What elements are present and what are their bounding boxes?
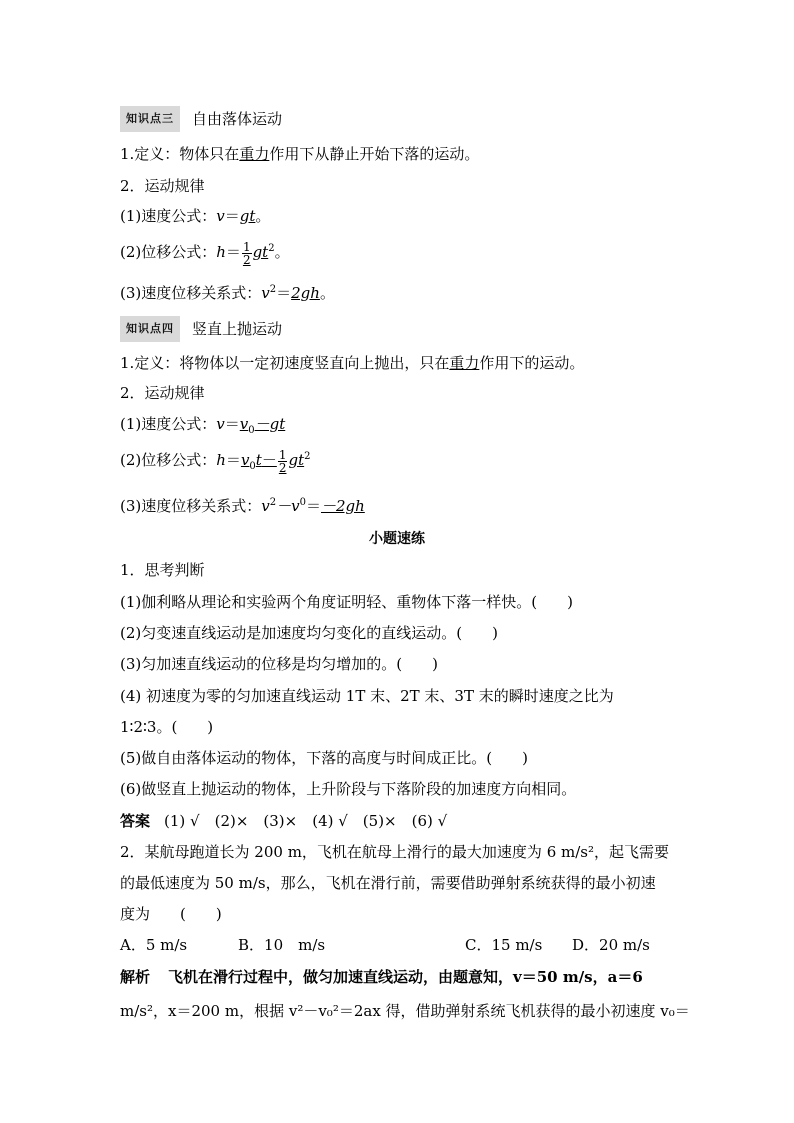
- underlined-answer: 重力: [239, 145, 270, 163]
- question-2-text: 的最低速度为 50 m/s，那么，飞机在滑行前，需要借助弹射系统获得的最小初速: [120, 874, 656, 892]
- formula-displacement: (2)位移公式：$h=v_0t-$ $\frac{1}{2}$ $gt^2$: [120, 447, 311, 475]
- section-badge: 知识点四: [120, 316, 180, 342]
- underlined-answer: 2gh: [291, 284, 320, 302]
- answer-line: [120, 810, 447, 832]
- option-a: A．5 m/s: [120, 936, 188, 954]
- judge-item: 1∶2∶3。( ): [120, 718, 214, 736]
- option-d: D．20 m/s: [572, 936, 650, 954]
- question-1-title: 1．思考判断: [120, 561, 205, 579]
- definition-line: 1.定义：将物体以一定初速度竖直向上抛出，只在重力作用下的运动。: [120, 354, 585, 372]
- underlined-answer: $v_0-gt$: [239, 415, 286, 436]
- question-2-text: 2．某航母跑道长为 200 m，飞机在航母上滑行的最大加速度为 6 m/s²，起飞需要: [120, 843, 670, 861]
- underlined-answer: －2gh: [320, 497, 365, 515]
- formula-velocity: (1)速度公式：$v=v_0-gt$: [120, 415, 286, 436]
- analysis-line: 解析 飞机在滑行过程中，做匀加速直线运动，由题意知，v＝50 m/s，a＝6: [120, 968, 643, 986]
- analysis-label: 解析: [120, 968, 151, 986]
- judge-item: (6)做竖直上抛运动的物体，上升阶段与下落阶段的加速度方向相同。: [120, 780, 577, 798]
- section-title: 自由落体运动: [192, 110, 283, 128]
- question-2-text: 度为 ( ): [120, 905, 222, 923]
- underlined-answer: 重力: [449, 354, 480, 372]
- fraction: $\frac{1}{2}$: [278, 447, 287, 475]
- judge-item: (5)做自由落体运动的物体，下落的高度与时间成正比。( ): [120, 749, 528, 767]
- answer-label: 答案: [120, 812, 151, 830]
- formula-displacement: (2)位移公式：h＝ $\frac{1}{2}$ $gt^2$。: [120, 239, 290, 267]
- underlined-answer: gt: [239, 207, 256, 225]
- formula-velocity-displacement: (3)速度位移关系式：$v^2-v^0=-2gh$: [120, 497, 365, 515]
- section-badge: 知识点三: [120, 106, 180, 132]
- section-header-3: [120, 106, 282, 132]
- option-b: B．10 m/s: [238, 936, 326, 954]
- section-title: 竖直上抛运动: [192, 320, 283, 338]
- option-c: C．15 m/s: [465, 936, 543, 954]
- judge-item: (4) 初速度为零的匀加速直线运动 1T 末、2T 末、3T 末的瞬时速度之比为: [120, 687, 614, 705]
- fraction: $\frac{1}{2}$: [242, 239, 251, 267]
- answer-values: (1) √ (2)× (3)× (4) √ (5)× (6) √: [164, 812, 448, 830]
- formula-velocity: (1)速度公式：v＝gt。: [120, 207, 271, 225]
- judge-item: (2)匀变速直线运动是加速度均匀变化的直线运动。( ): [120, 624, 498, 642]
- rule-title: 2．运动规律: [120, 177, 205, 195]
- underlined-answer: $v_0t-$: [240, 451, 277, 472]
- analysis-line: m/s²，x＝200 m，根据 v²－v₀²＝2ax 得，借助弹射系统飞机获得的最小初速度 v₀＝: [120, 1002, 690, 1020]
- section-header-4: [120, 316, 282, 342]
- judge-item: (1)伽利略从理论和实验两个角度证明轻、重物体下落一样快。( ): [120, 593, 573, 611]
- practice-heading: 小题速练: [369, 531, 425, 547]
- formula-velocity-displacement: (3)速度位移关系式：$v^2=2gh$。: [120, 284, 335, 302]
- definition-line: 1.定义：物体只在重力作用下从静止开始下落的运动。: [120, 145, 480, 163]
- judge-item: (3)匀加速直线运动的位移是均匀增加的。( ): [120, 655, 438, 673]
- rule-title: 2．运动规律: [120, 384, 205, 402]
